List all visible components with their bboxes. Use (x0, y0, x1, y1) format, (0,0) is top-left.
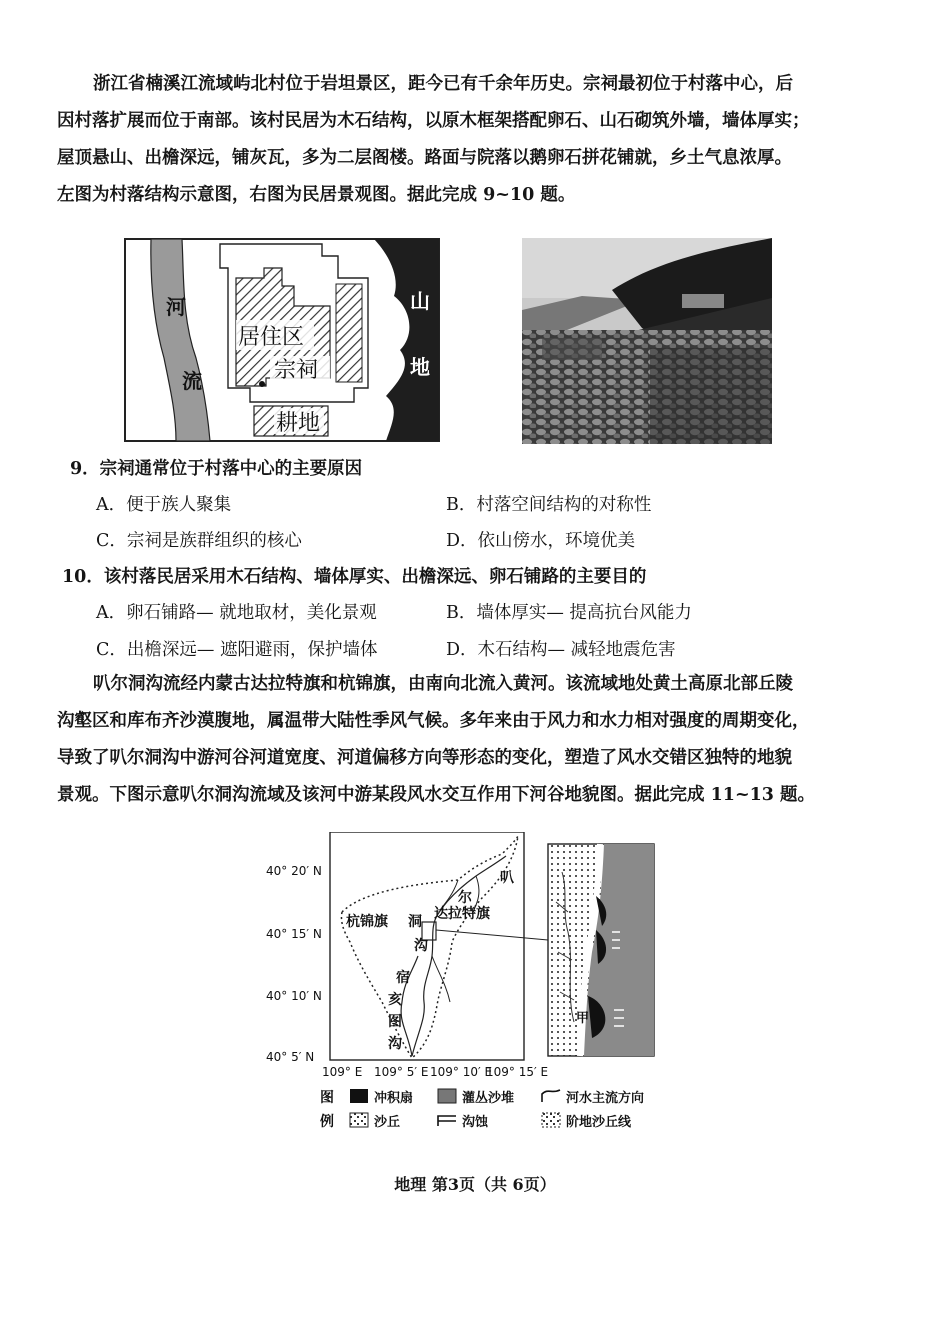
legend-item: 灌丛沙堆 (462, 1091, 515, 1106)
lon-label: 109° 15′ E (486, 1065, 549, 1079)
alluvial-fan-swatch (350, 1089, 368, 1103)
lat-label: 40° 20′ N (266, 864, 322, 878)
q9-option-c[interactable]: C．宗祠是族群组织的核心 (96, 531, 302, 551)
q10-option-a[interactable]: A．卵石铺路— 就地取材，美化景观 (96, 603, 377, 623)
flow-direction-swatch (542, 1090, 560, 1102)
mountain-label: 山 (410, 289, 430, 313)
river-name-char: 图 (388, 1014, 402, 1030)
question-10-stem: 10．该村落民居采用木石结构、墙体厚实、出檐深远、卵石铺路的主要目的 (62, 567, 647, 587)
river-name-char: 叭 (500, 870, 514, 886)
passage-2-line: 导致了叭尔洞沟中游河谷河道宽度、河道偏移方向等形态的变化，塑造了风水交错区独特的地貌 (57, 748, 792, 768)
mountain-label: 地 (410, 355, 430, 379)
river-name-char: 沟 (388, 1036, 402, 1052)
residential-label: 居住区 (238, 325, 305, 350)
passage-1 (57, 66, 893, 214)
baerdong-basin-map (262, 832, 672, 1134)
lon-label: 109° 10′ E (430, 1065, 493, 1079)
legend-title: 例 (320, 1114, 334, 1130)
passage-2 (57, 666, 893, 814)
ancestral-hall-marker (259, 381, 265, 387)
lon-label: 109° E (322, 1065, 363, 1079)
jia-label: 甲 (576, 1011, 590, 1026)
hangjin-label: 杭锦旗 (346, 914, 388, 930)
river-name-char: 宿 (396, 970, 410, 986)
passage-1-line: 屋顶悬山、出檐深远，铺灰瓦，多为二层阁楼。路面与院落以鹅卵石拼花铺就，乡土气息浓厚。 (57, 148, 792, 168)
dalate-label: 尔 (458, 890, 472, 906)
legend-item: 河水主流方向 (566, 1091, 645, 1106)
lon-label: 109° 5′ E (374, 1065, 429, 1079)
page-footer: 地理 第3页（共 6页） (394, 1175, 556, 1194)
terrace-dune-swatch (542, 1113, 560, 1127)
river-label: 流 (182, 369, 202, 393)
legend-title: 图 (320, 1090, 334, 1106)
farmland-label: 耕地 (276, 411, 321, 436)
passage-1-line: 浙江省楠溪江流域屿北村位于岩坦景区，距今已有千余年历史。宗祠最初位于村落中心，后 (93, 74, 793, 94)
legend-item: 沟蚀 (462, 1115, 489, 1130)
map-legend (320, 1089, 644, 1130)
river-name-char: 沟 (414, 938, 428, 954)
ancestral-hall-label: 宗祠 (274, 358, 319, 383)
residence-photo (522, 238, 772, 444)
q10-option-c[interactable]: C．出檐深远— 遮阳避雨，保护墙体 (96, 640, 378, 660)
q9-option-d[interactable]: D．依山傍水，环境优美 (446, 531, 636, 551)
passage-2-line: 叭尔洞沟流经内蒙古达拉特旗和杭锦旗，由南向北流入黄河。该流域地处黄土高原北部丘陵 (93, 674, 793, 694)
lat-label: 40° 10′ N (266, 989, 322, 1003)
q10-option-b[interactable]: B．墙体厚实— 提高抗台风能力 (446, 603, 692, 623)
legend-item: 冲积扇 (374, 1091, 414, 1106)
gully-erosion-swatch (438, 1116, 456, 1126)
village-structure-map (124, 238, 440, 442)
passage-1-line: 因村落扩展而位于南部。该村民居为木石结构，以原木框架搭配卵石、山石砌筑外墙，墙体厚实； (57, 111, 810, 131)
lat-label: 40° 15′ N (266, 927, 322, 941)
river-name-char: 洞 (408, 914, 422, 930)
hatch-band (336, 284, 362, 382)
question-9-stem: 9．宗祠通常位于村落中心的主要原因 (70, 459, 363, 479)
passage-2-line: 沟壑区和库布齐沙漠腹地，属温带大陆性季风气候。多年来由于风力和水力相对强度的周期变化， (57, 711, 810, 731)
q9-option-a[interactable]: A．便于族人聚集 (96, 495, 232, 515)
shrub-dune-swatch (438, 1089, 456, 1103)
dune-swatch (350, 1113, 368, 1127)
river-name-char: 亥 (388, 992, 402, 1008)
dalate-label: 达拉特旗 (434, 906, 490, 922)
passage-1-line: 左图为村落结构示意图，右图为民居景观图。据此完成 9~10 题。 (57, 185, 576, 205)
q9-option-b[interactable]: B．村落空间结构的对称性 (446, 495, 652, 515)
q10-option-d[interactable]: D．木石结构— 减轻地震危害 (446, 640, 676, 660)
river-label: 河 (166, 295, 186, 319)
legend-item: 阶地沙丘线 (566, 1115, 632, 1130)
passage-2-line: 景观。下图示意叭尔洞沟流域及该河中游某段风水交互作用下河谷地貌图。据此完成 11~13 题。 (57, 785, 816, 805)
inset-valley-map (548, 844, 654, 1056)
legend-item: 沙丘 (374, 1115, 401, 1130)
lat-label: 40° 5′ N (266, 1050, 315, 1064)
